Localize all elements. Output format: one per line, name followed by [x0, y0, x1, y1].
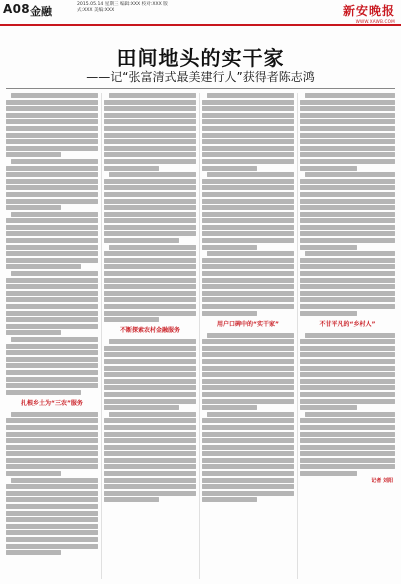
section-subhead: 扎根乡土为“三农”服务: [21, 399, 83, 407]
text-line: [104, 451, 196, 456]
text-line: [104, 152, 196, 157]
text-line: [202, 238, 294, 243]
text-line: [202, 225, 294, 230]
masthead: [0, 0, 401, 24]
text-line: [104, 385, 196, 390]
text-line: [305, 251, 395, 256]
text-line: [6, 517, 98, 522]
text-line: [109, 93, 196, 98]
text-line: [300, 225, 395, 230]
text-line: [300, 471, 357, 476]
text-line: [104, 185, 196, 190]
text-line: [104, 471, 196, 476]
text-line: [300, 245, 357, 250]
body-paragraph: [104, 172, 196, 243]
text-line: [207, 251, 294, 256]
text-line: [6, 100, 98, 105]
text-line: [300, 425, 395, 430]
text-line: [104, 366, 196, 371]
text-line: [6, 317, 98, 322]
text-line: [6, 185, 98, 190]
text-line: [104, 251, 196, 256]
text-line: [300, 392, 395, 397]
text-line: [300, 372, 395, 377]
text-line: [6, 278, 98, 283]
text-line: [6, 251, 98, 256]
text-line: [104, 192, 196, 197]
text-line: [202, 471, 294, 476]
text-line: [6, 432, 98, 437]
text-line: [6, 192, 98, 197]
text-line: [104, 352, 196, 357]
text-line: [300, 139, 395, 144]
text-line: [305, 412, 395, 417]
text-line: [104, 146, 196, 151]
text-line: [104, 113, 196, 118]
text-line: [104, 317, 159, 322]
publication-meta: 2015.05.14 星期三 编辑:XXX 校对:XXX 版式:XXX 美编:XXX: [77, 2, 168, 13]
article-headline: 田间地头的实干家: [116, 46, 285, 70]
text-line: [104, 399, 196, 404]
text-line: [202, 199, 294, 204]
text-line: [6, 370, 98, 375]
text-line: [202, 291, 294, 296]
text-line: [104, 484, 196, 489]
text-line: [202, 126, 294, 131]
article-byline: 记者 刘阳: [371, 477, 393, 484]
text-line: [300, 385, 395, 390]
text-line: [300, 179, 395, 184]
text-line: [300, 258, 395, 263]
text-line: [104, 218, 196, 223]
newspaper-brand: [325, 2, 395, 24]
text-line: [6, 445, 98, 450]
text-line: [300, 205, 395, 210]
text-line: [104, 478, 196, 483]
text-line: [6, 133, 98, 138]
article-column-1: [6, 93, 98, 579]
text-line: [6, 225, 98, 230]
text-line: [6, 304, 98, 309]
text-line: [300, 199, 395, 204]
text-line: [300, 458, 395, 463]
text-line: [202, 379, 294, 384]
text-line: [202, 497, 257, 502]
text-line: [300, 126, 395, 131]
text-line: [202, 218, 294, 223]
text-line: [104, 405, 179, 410]
section-subhead: 不甘平凡的“乡村人”: [319, 320, 376, 328]
text-line: [104, 438, 196, 443]
body-paragraph: [202, 333, 294, 411]
text-line: [202, 205, 294, 210]
text-line: [300, 113, 395, 118]
text-line: [11, 337, 98, 342]
text-line: [202, 133, 294, 138]
text-line: [6, 530, 98, 535]
text-line: [300, 311, 357, 316]
text-line: [104, 100, 196, 105]
text-line: [6, 238, 98, 243]
text-line: [6, 504, 98, 509]
text-line: [300, 346, 395, 351]
headline-divider: [6, 88, 395, 89]
text-line: [300, 152, 395, 157]
text-line: [202, 304, 294, 309]
text-line: [104, 225, 196, 230]
text-line: [104, 491, 196, 496]
text-line: [202, 418, 294, 423]
text-line: [300, 291, 395, 296]
body-paragraph: [300, 412, 395, 476]
text-line: [6, 119, 98, 124]
body-paragraph: [300, 333, 395, 411]
text-line: [104, 418, 196, 423]
text-line: [300, 438, 395, 443]
body-paragraph: [6, 159, 98, 210]
text-line: [6, 199, 98, 204]
text-line: [202, 432, 294, 437]
text-line: [300, 271, 395, 276]
text-line: [6, 537, 98, 542]
newspaper-url: WWW.XAWB.COM: [355, 19, 395, 24]
text-line: [300, 366, 395, 371]
text-line: [202, 425, 294, 430]
body-paragraph: [6, 93, 98, 157]
text-line: [300, 106, 395, 111]
text-line: [104, 271, 196, 276]
text-line: [202, 119, 294, 124]
section-subhead: 不断探索农村金融服务: [119, 327, 180, 335]
text-line: [305, 333, 395, 338]
text-line: [6, 205, 61, 210]
text-line: [6, 458, 98, 463]
text-line: [202, 166, 257, 171]
text-line: [6, 425, 98, 430]
text-line: [6, 471, 61, 476]
article-column-4: [300, 93, 395, 579]
text-line: [104, 432, 196, 437]
text-line: [104, 231, 196, 236]
text-line: [6, 106, 98, 111]
text-line: [6, 377, 98, 382]
text-line: [104, 379, 196, 384]
body-paragraph: [202, 251, 294, 315]
text-line: [6, 311, 98, 316]
text-line: [109, 412, 196, 417]
text-line: [6, 245, 98, 250]
text-line: [6, 113, 98, 118]
text-line: [300, 192, 395, 197]
text-line: [104, 311, 196, 316]
text-line: [300, 264, 395, 269]
text-line: [6, 438, 98, 443]
text-line: [6, 284, 98, 289]
text-line: [202, 366, 294, 371]
text-line: [109, 172, 196, 177]
text-line: [202, 372, 294, 377]
text-line: [104, 464, 196, 469]
text-line: [11, 412, 98, 417]
text-line: [300, 379, 395, 384]
article-column-3: [202, 93, 294, 579]
text-line: [6, 363, 98, 368]
text-line: [300, 464, 395, 469]
text-line: [6, 126, 98, 131]
text-line: [11, 478, 98, 483]
text-line: [202, 113, 294, 118]
text-line: [202, 139, 294, 144]
text-line: [6, 139, 98, 144]
text-line: [207, 93, 294, 98]
text-line: [6, 418, 98, 423]
text-line: [300, 297, 395, 302]
text-line: [109, 245, 196, 250]
column-divider: [101, 93, 102, 579]
text-line: [300, 133, 395, 138]
text-line: [202, 278, 294, 283]
article-subheadline: ——记“张富清式最美建行人”获得者陈志鸿: [86, 70, 315, 84]
text-line: [202, 352, 294, 357]
section-name: 金融: [30, 5, 52, 18]
text-line: [6, 511, 98, 516]
text-line: [11, 159, 98, 164]
text-line: [6, 172, 98, 177]
text-line: [202, 179, 294, 184]
body-paragraph: [300, 251, 395, 315]
text-line: [300, 218, 395, 223]
text-line: [6, 297, 98, 302]
text-line: [6, 383, 98, 388]
text-line: [104, 159, 196, 164]
text-line: [104, 291, 196, 296]
text-line: [202, 185, 294, 190]
masthead-rule: [0, 24, 401, 26]
text-line: [104, 258, 196, 263]
text-line: [305, 93, 395, 98]
text-line: [300, 119, 395, 124]
text-line: [202, 438, 294, 443]
text-line: [6, 152, 61, 157]
body-paragraph: [104, 412, 196, 503]
column-divider: [297, 93, 298, 579]
text-line: [6, 497, 98, 502]
text-line: [6, 350, 98, 355]
text-line: [300, 451, 395, 456]
text-line: [202, 212, 294, 217]
text-line: [202, 458, 294, 463]
text-line: [6, 451, 98, 456]
text-line: [202, 405, 257, 410]
text-line: [300, 231, 395, 236]
text-line: [104, 212, 196, 217]
column-divider: [199, 93, 200, 579]
text-line: [104, 238, 179, 243]
text-line: [300, 359, 395, 364]
text-line: [104, 445, 196, 450]
text-line: [202, 264, 294, 269]
body-paragraph: [6, 337, 98, 395]
section-subhead: 用户口碑中的“实干家”: [217, 320, 279, 328]
text-line: [104, 284, 196, 289]
text-line: [6, 544, 98, 549]
text-line: [104, 179, 196, 184]
text-line: [300, 399, 395, 404]
text-line: [202, 258, 294, 263]
newspaper-logo: 新安晚报: [342, 4, 395, 18]
text-line: [300, 284, 395, 289]
text-line: [305, 172, 395, 177]
text-line: [300, 418, 395, 423]
text-line: [6, 484, 98, 489]
text-line: [300, 304, 395, 309]
text-line: [207, 412, 294, 417]
body-paragraph: [202, 412, 294, 503]
text-line: [104, 126, 196, 131]
text-line: [6, 491, 98, 496]
text-line: [300, 212, 395, 217]
text-line: [202, 311, 257, 316]
text-line: [300, 432, 395, 437]
text-line: [6, 258, 98, 263]
text-line: [202, 478, 294, 483]
text-line: [104, 199, 196, 204]
text-line: [300, 238, 395, 243]
text-line: [6, 550, 61, 555]
text-line: [6, 464, 98, 469]
text-line: [6, 357, 98, 362]
text-line: [11, 212, 98, 217]
text-line: [202, 359, 294, 364]
text-line: [6, 146, 98, 151]
text-line: [300, 339, 395, 344]
text-line: [11, 271, 98, 276]
text-line: [202, 385, 294, 390]
text-line: [104, 304, 196, 309]
body-paragraph: [104, 245, 196, 323]
text-line: [6, 524, 98, 529]
text-line: [6, 324, 98, 329]
body-paragraph: [202, 93, 294, 171]
text-line: [104, 346, 196, 351]
text-line: [207, 333, 294, 338]
text-line: [6, 344, 98, 349]
text-line: [6, 330, 61, 335]
text-line: [6, 166, 98, 171]
text-line: [202, 100, 294, 105]
text-line: [202, 392, 294, 397]
text-line: [202, 491, 294, 496]
text-line: [104, 106, 196, 111]
body-paragraph: [6, 212, 98, 270]
text-line: [104, 205, 196, 210]
text-line: [104, 166, 159, 171]
text-line: [300, 352, 395, 357]
text-line: [202, 245, 257, 250]
text-line: [202, 192, 294, 197]
text-line: [207, 172, 294, 177]
text-line: [6, 218, 98, 223]
text-line: [6, 264, 81, 269]
text-line: [202, 146, 294, 151]
body-paragraph: [104, 93, 196, 171]
text-line: [202, 284, 294, 289]
text-line: [104, 458, 196, 463]
text-line: [202, 106, 294, 111]
text-line: [202, 484, 294, 489]
text-line: [202, 339, 294, 344]
text-line: [300, 146, 395, 151]
text-line: [104, 372, 196, 377]
body-paragraph: [104, 339, 196, 410]
text-line: [202, 445, 294, 450]
text-line: [300, 405, 357, 410]
text-line: [202, 271, 294, 276]
text-line: [202, 231, 294, 236]
text-line: [104, 297, 196, 302]
text-line: [6, 231, 98, 236]
text-line: [104, 497, 159, 502]
text-line: [104, 425, 196, 430]
article-column-2: [104, 93, 196, 579]
body-paragraph: [202, 172, 294, 250]
text-line: [300, 166, 357, 171]
text-line: [104, 119, 196, 124]
text-line: [104, 359, 196, 364]
text-line: [300, 100, 395, 105]
text-line: [202, 451, 294, 456]
text-line: [202, 464, 294, 469]
body-paragraph: [6, 478, 98, 556]
text-line: [6, 179, 98, 184]
text-line: [300, 278, 395, 283]
text-line: [300, 185, 395, 190]
text-line: [300, 445, 395, 450]
text-line: [104, 264, 196, 269]
text-line: [202, 159, 294, 164]
text-line: [202, 297, 294, 302]
text-line: [202, 346, 294, 351]
text-line: [202, 399, 294, 404]
text-line: [104, 278, 196, 283]
body-paragraph: [300, 172, 395, 250]
text-line: [104, 139, 196, 144]
text-line: [300, 159, 395, 164]
text-line: [6, 390, 81, 395]
text-line: [104, 392, 196, 397]
page-number: A08: [3, 2, 30, 16]
text-line: [109, 339, 196, 344]
body-paragraph: [6, 271, 98, 335]
text-line: [6, 291, 98, 296]
body-paragraph: [6, 412, 98, 476]
text-line: [202, 152, 294, 157]
text-line: [104, 133, 196, 138]
text-line: [11, 93, 98, 98]
body-paragraph: [300, 93, 395, 171]
